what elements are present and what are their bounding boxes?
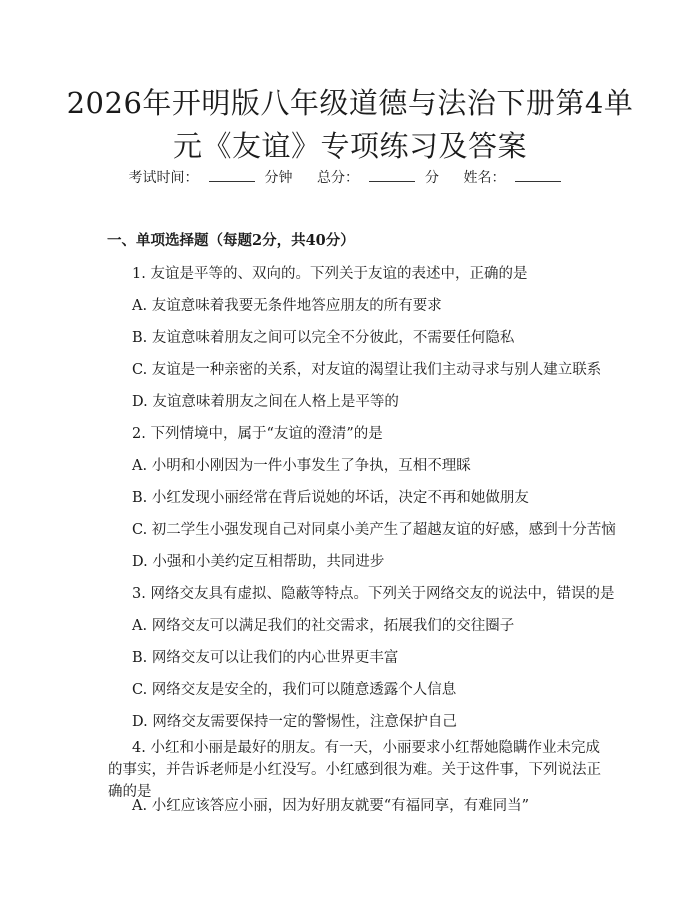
question-3-option-a: A. 网络交友可以满足我们的社交需求，拓展我们的交往圈子 xyxy=(132,618,515,634)
exam-time-unit: 分钟 xyxy=(264,170,293,186)
student-name-label: 姓名： xyxy=(463,170,506,186)
student-name-field xyxy=(463,170,571,186)
exam-time-field xyxy=(129,170,297,186)
exam-time-blank xyxy=(209,169,255,182)
total-score-unit: 分 xyxy=(425,170,439,186)
total-score-label: 总分： xyxy=(317,170,359,186)
exam-info-row xyxy=(0,167,700,187)
question-3-option-c: C. 网络交友是安全的，我们可以随意透露个人信息 xyxy=(132,682,457,698)
question-1-option-a: A. 友谊意味着我要无条件地答应朋友的所有要求 xyxy=(132,298,442,314)
section-heading-single-choice: 一、单项选择题（每题2分，共40分） xyxy=(107,232,355,249)
question-3-stem: 3. 网络交友具有虚拟、隐蔽等特点。下列关于网络交友的说法中，错误的是 xyxy=(132,586,615,602)
total-score-blank xyxy=(369,169,415,182)
question-2-stem: 2. 下列情境中，属于“友谊的澄清”的是 xyxy=(132,426,383,442)
question-1-option-d: D. 友谊意味着朋友之间在人格上是平等的 xyxy=(132,394,399,410)
question-3-option-d: D. 网络交友需要保持一定的警惕性，注意保护自己 xyxy=(132,714,457,730)
document-title-line1: 2026年开明版八年级道德与法治下册第4单 xyxy=(66,86,634,120)
total-score-field xyxy=(317,170,443,186)
question-2-option-d: D. 小强和小美约定互相帮助，共同进步 xyxy=(132,554,385,570)
question-3-option-b: B. 网络交友可以让我们的内心世界更丰富 xyxy=(132,650,399,666)
exam-time-label: 考试时间： xyxy=(128,170,199,186)
question-4-option-a: A. 小红应该答应小丽，因为好朋友就要“有福同享，有难同当” xyxy=(132,798,530,814)
student-name-blank xyxy=(515,169,561,182)
document-title-line2: 元《友谊》专项练习及答案 xyxy=(172,129,527,163)
question-4-stem: 4. 小红和小丽是最好的朋友。有一天，小丽要求小红帮她隐瞒作业未完成的事实，并告诉老师是小红没写。小红感到很为难。关于这件事，下列说法正确的是 xyxy=(108,740,601,800)
question-1-option-c: C. 友谊是一种亲密的关系，对友谊的渴望让我们主动寻求与别人建立联系 xyxy=(132,362,602,378)
question-1-stem: 1. 友谊是平等的、双向的。下列关于友谊的表述中，正确的是 xyxy=(132,266,528,282)
question-2-option-c: C. 初二学生小强发现自己对同桌小美产生了超越友谊的好感，感到十分苦恼 xyxy=(132,522,616,538)
question-2-option-a: A. 小明和小刚因为一件小事发生了争执，互相不理睬 xyxy=(132,458,471,474)
question-1-option-b: B. 友谊意味着朋友之间可以完全不分彼此，不需要任何隐私 xyxy=(132,330,515,346)
question-2-option-b: B. 小红发现小丽经常在背后说她的坏话，决定不再和她做朋友 xyxy=(132,490,529,506)
